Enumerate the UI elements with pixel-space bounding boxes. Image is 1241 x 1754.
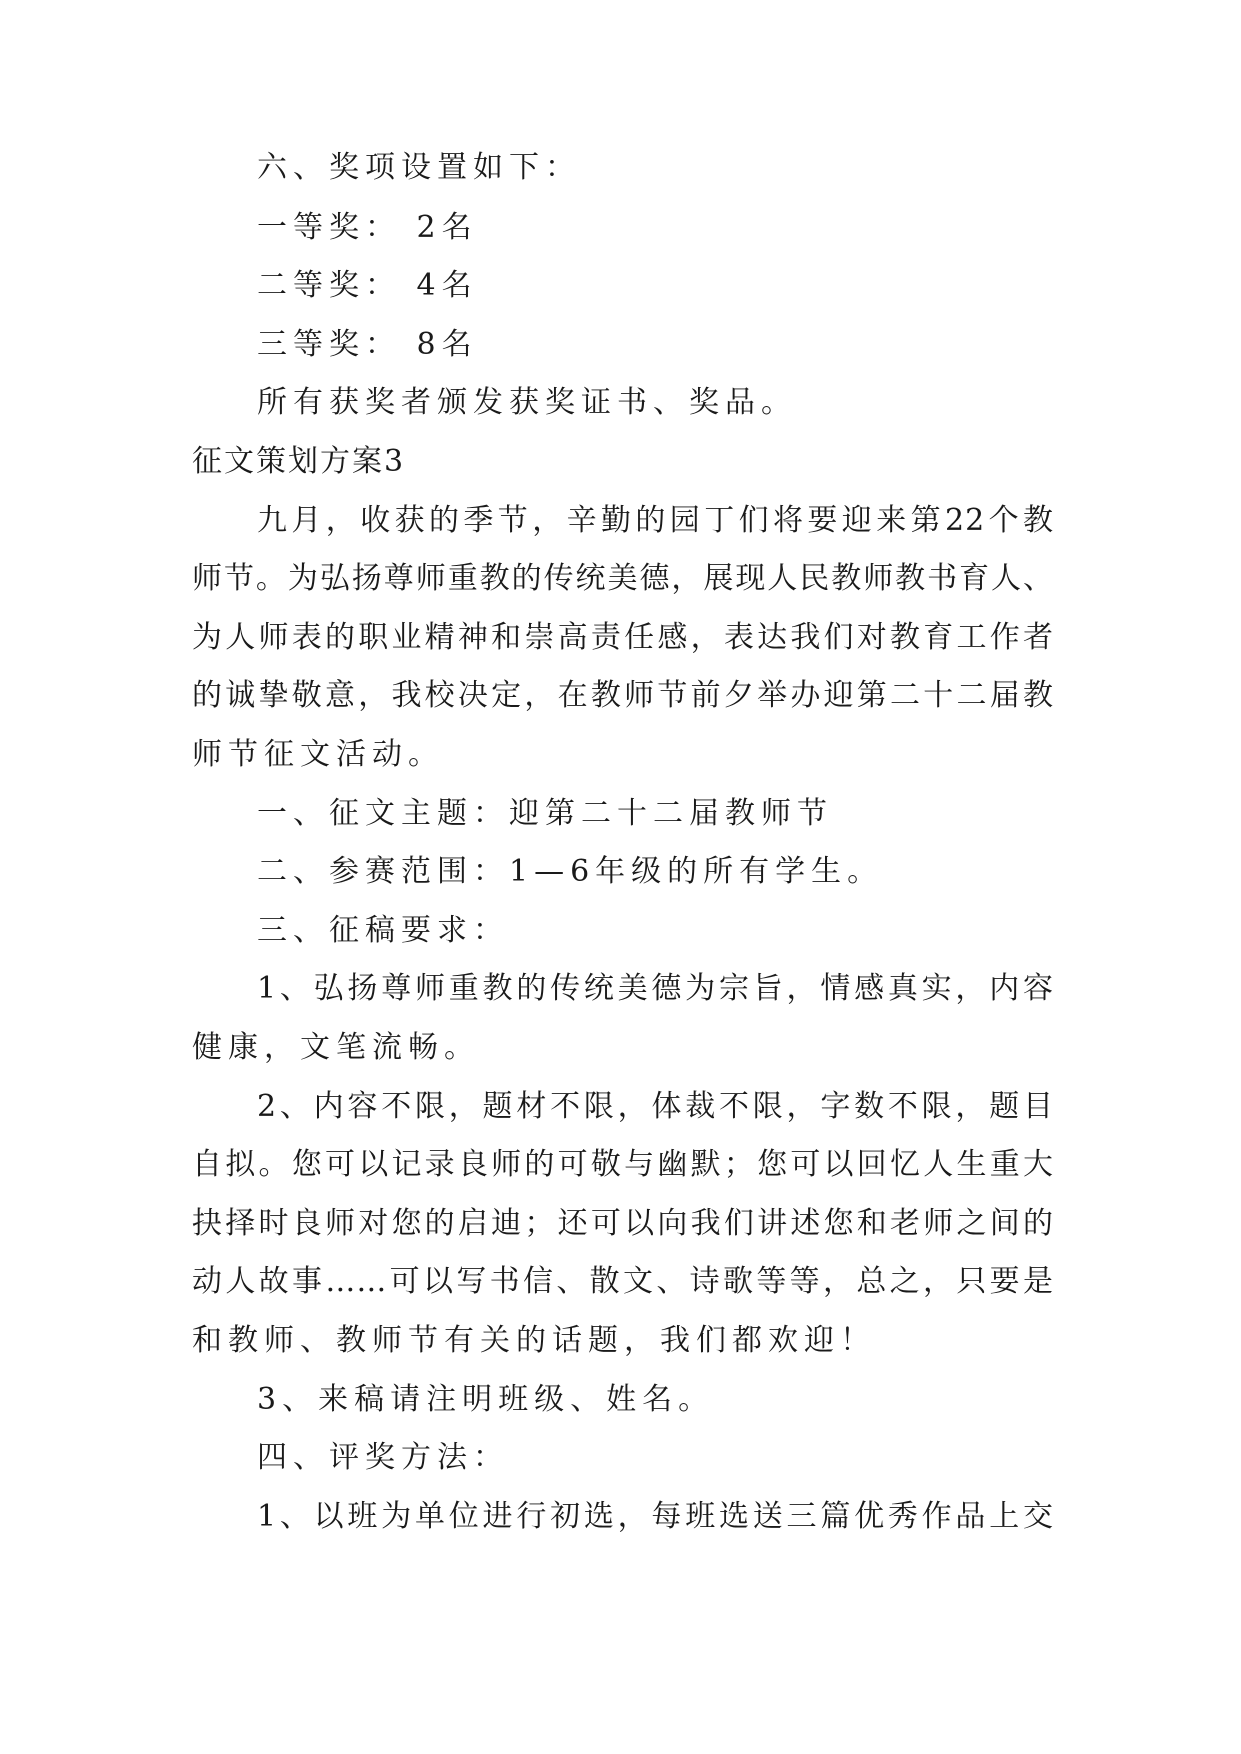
requirement-3-line: 3、来稿请注明班级、姓名。 [257, 1382, 715, 1417]
intro-paragraph-line-1: 九月，收获的季节，辛勤的园丁们将要迎来第22个教 [257, 503, 1054, 538]
requirements-heading: 三、征稿要求： [257, 913, 509, 948]
intro-paragraph-line-4: 的诚挚敬意，我校决定，在教师节前夕举办迎第二十二届教 [192, 678, 1054, 713]
requirement-1-line-1: 1、弘扬尊师重教的传统美德为宗旨，情感真实，内容 [257, 971, 1054, 1006]
intro-paragraph-line-3: 为人师表的职业精神和崇高责任感，表达我们对教育工作者 [192, 620, 1054, 655]
awards-heading: 六、奖项设置如下： [257, 150, 581, 185]
intro-paragraph-line-2: 师节。为弘扬尊师重教的传统美德，展现人民教师教书育人、 [192, 561, 1054, 596]
requirement-2-line-2: 自拟。您可以记录良师的可敬与幽默；您可以回忆人生重大 [192, 1147, 1054, 1182]
first-prize-line: 一等奖： 2名 [257, 210, 478, 245]
awards-note: 所有获奖者颁发获奖证书、奖品。 [257, 385, 797, 420]
section-title: 征文策划方案3 [192, 444, 406, 479]
requirement-2-line-4: 动人故事……可以写书信、散文、诗歌等等，总之，只要是 [192, 1264, 1054, 1299]
requirement-2-line-3: 抉择时良师对您的启迪；还可以向我们讲述您和老师之间的 [192, 1206, 1054, 1241]
requirement-2-line-1: 2、内容不限，题材不限，体裁不限，字数不限，题目 [257, 1089, 1054, 1124]
requirement-1-line-2: 健康，文笔流畅。 [192, 1030, 480, 1065]
second-prize-line: 二等奖： 4名 [257, 268, 478, 303]
requirement-2-line-5: 和教师、教师节有关的话题，我们都欢迎！ [192, 1323, 876, 1358]
judging-1-line-1: 1、以班为单位进行初选，每班选送三篇优秀作品上交 [257, 1499, 1054, 1534]
theme-line: 一、征文主题：迎第二十二届教师节 [257, 796, 833, 831]
intro-paragraph-line-5: 师节征文活动。 [192, 737, 444, 772]
scope-line: 二、参赛范围：1—6年级的所有学生。 [257, 854, 884, 889]
judging-heading: 四、评奖方法： [257, 1440, 509, 1475]
third-prize-line: 三等奖： 8名 [257, 327, 478, 362]
